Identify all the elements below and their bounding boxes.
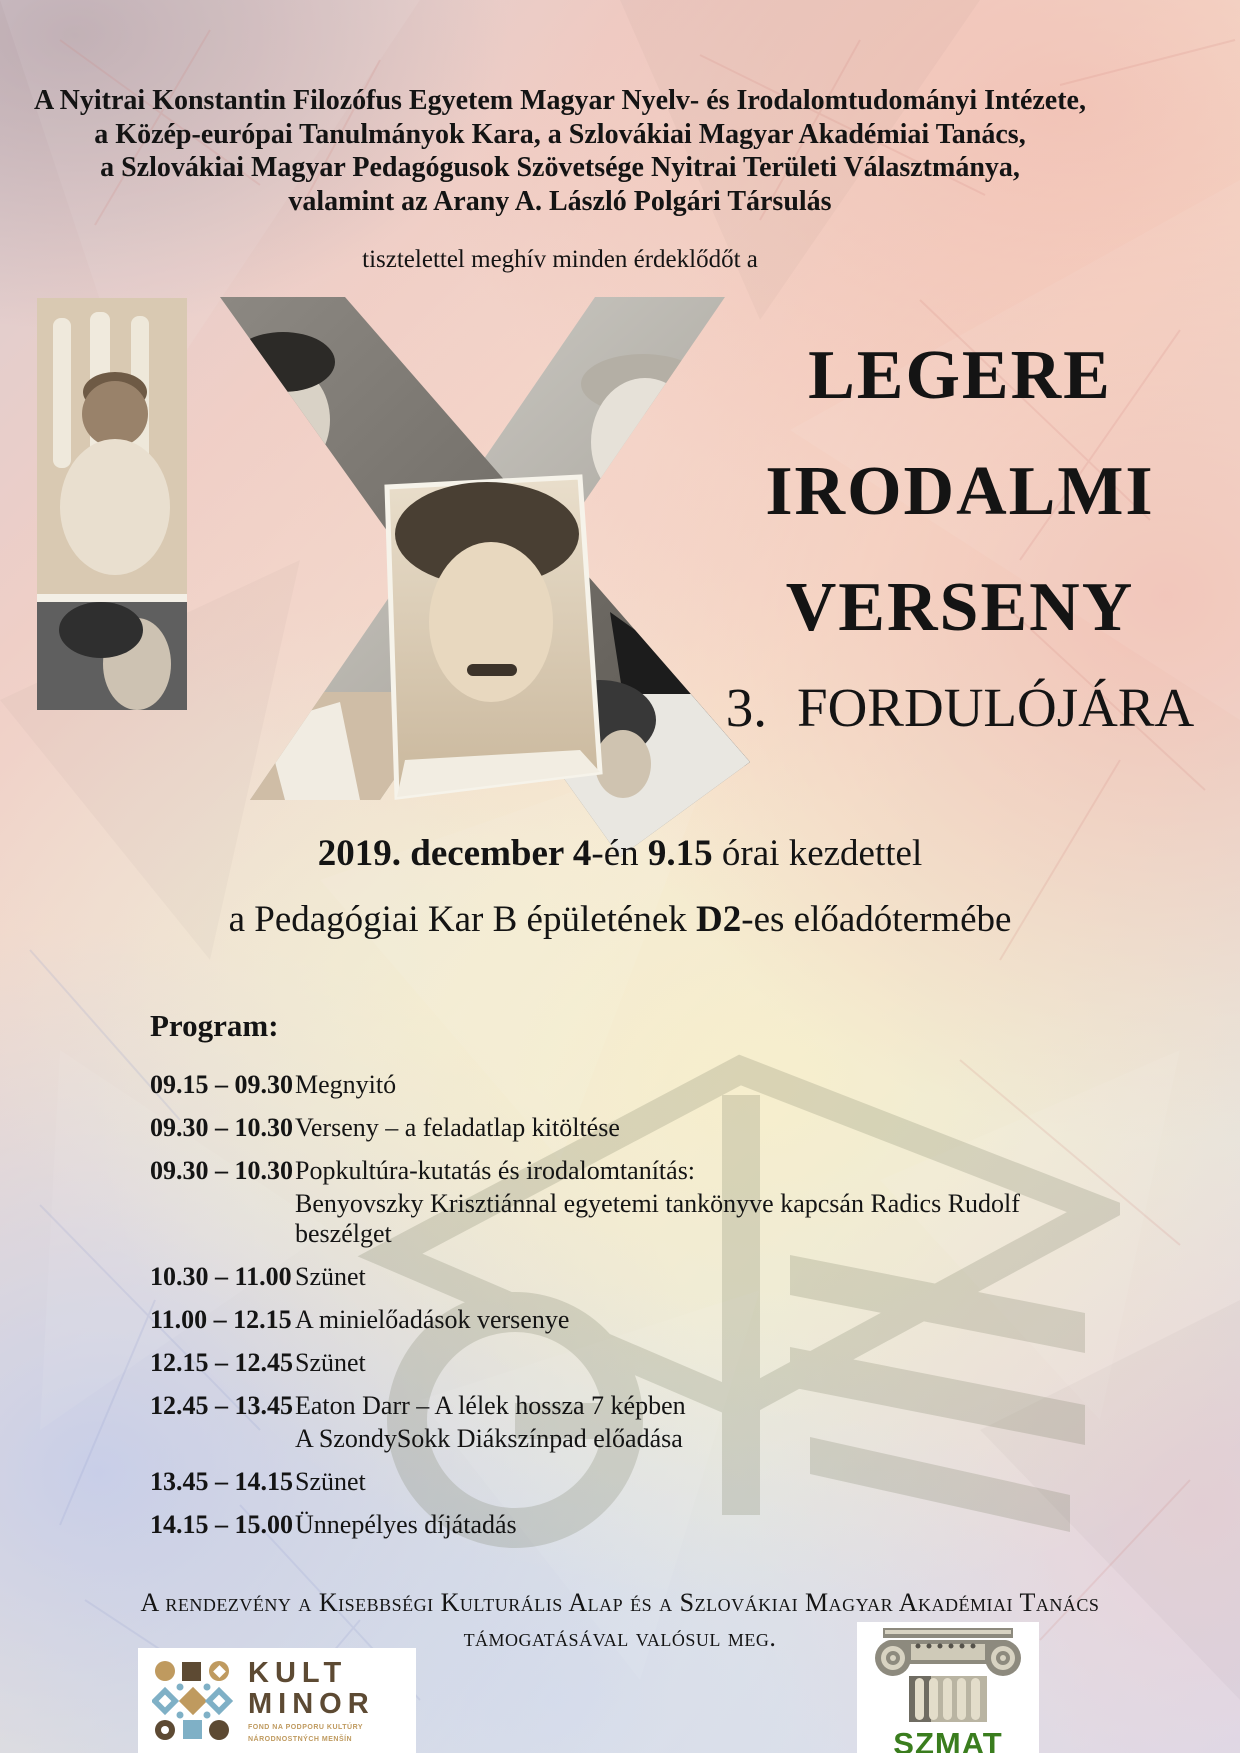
invitation-line: tisztelettel meghív minden érdeklődőt a: [362, 246, 758, 273]
program-time: 11.00 – 12.15: [150, 1305, 292, 1334]
szmat-wordmark: SZMAT: [893, 1726, 1003, 1753]
room-bold: D2: [696, 899, 742, 940]
kultminor-wordmark: [248, 1658, 375, 1744]
program-item: [150, 1305, 1110, 1335]
time-tail: órai kezdettel: [712, 833, 923, 874]
program-description-line1: Popkultúra-kutatás és irodalomtanítás:: [295, 1156, 696, 1185]
kultminor-tagline-2: NÁRODNOSTNÝCH MENŠÍN: [248, 1736, 353, 1743]
program-time: 10.30 – 11.00: [150, 1262, 292, 1291]
program-item: [150, 1510, 1110, 1540]
time-bold: 9.15: [647, 833, 713, 874]
datetime-line: [0, 832, 1240, 875]
date-bold: 2019. december 4: [317, 833, 592, 874]
organizer-line-1: A Nyitrai Konstantin Filozófus Egyetem Magyar Nyelv- és Irodalomtudományi Intézete,: [34, 85, 1086, 116]
round-number: 3.: [725, 677, 767, 738]
ix-photo-collage: [35, 292, 755, 862]
support-line-2: támogatásával valósul meg.: [463, 1623, 777, 1652]
program-description-line1: Eaton Darr – A lélek hossza 7 képben: [295, 1391, 686, 1420]
program-item: [150, 1113, 1110, 1143]
letter-x-center-photo: [387, 477, 600, 797]
program-time: 09.30 – 10.30: [150, 1156, 293, 1185]
program-heading: Program:: [150, 1008, 279, 1043]
program-description: Megnyitó: [295, 1070, 397, 1099]
location-lead: a Pedagógiai Kar B épületének: [228, 899, 697, 940]
kultminor-tagline-1: FOND NA PODPORU KULTÚRY: [248, 1724, 364, 1731]
program-time: 09.15 – 09.30: [150, 1070, 293, 1099]
location-tail: -es előadótermébe: [741, 899, 1012, 940]
program-item: [150, 1070, 1110, 1100]
program-item: [150, 1467, 1110, 1497]
title-block: [700, 318, 1220, 750]
kultminor-logo: [138, 1648, 416, 1753]
program-item: [150, 1156, 1110, 1249]
program-description: A minielőadások versenye: [295, 1305, 570, 1334]
program-item: [150, 1262, 1110, 1292]
letter-i-photos: [37, 298, 187, 710]
support-statement: [0, 1585, 1240, 1655]
round-line: [700, 666, 1220, 750]
program-description: Szünet: [295, 1262, 366, 1291]
program-description: Szünet: [295, 1348, 366, 1377]
program-description: Ünnepélyes díjátadás: [295, 1510, 517, 1539]
program-time: 09.30 – 10.30: [150, 1113, 293, 1142]
program-description: Verseny – a feladatlap kitöltése: [295, 1113, 620, 1142]
round-word: FORDULÓJÁRA: [796, 677, 1195, 738]
organizers-block: [20, 84, 1100, 218]
organizer-line-3: a Szlovákiai Magyar Pedagógusok Szövetsége Nyitrai Területi Választmánya,: [100, 152, 1020, 183]
title-line-3: VERSENY: [785, 569, 1135, 646]
program-time: 13.45 – 14.15: [150, 1467, 293, 1496]
kultminor-mosaic-icon: [152, 1660, 234, 1742]
location-line: [0, 898, 1240, 941]
column-capital-icon: [863, 1626, 1033, 1722]
title-line-1: LEGERE: [808, 337, 1112, 414]
program-section: [150, 1008, 1110, 1553]
program-time: 12.15 – 12.45: [150, 1348, 293, 1377]
date-suffix: -én: [591, 833, 648, 874]
organizer-line-4: valamint az Arany A. László Polgári Társulás: [288, 185, 832, 217]
program-item: [150, 1348, 1110, 1378]
organizer-line-2: a Közép-európai Tanulmányok Kara, a Szlovákiai Magyar Akadémiai Tanács,: [94, 118, 1026, 150]
program-time: 14.15 – 15.00: [150, 1510, 293, 1539]
program-description: [295, 1156, 1110, 1249]
program-description: Szünet: [295, 1467, 366, 1496]
program-description-line2: Benyovszky Krisztiánnal egyetemi tankönyve kapcsán Radics Rudolf beszélget: [295, 1189, 1020, 1248]
title-line-2: IRODALMI: [765, 453, 1155, 530]
program-description: [295, 1391, 1110, 1454]
szmat-logo: [857, 1622, 1039, 1753]
program-time: 12.45 – 13.45: [150, 1391, 293, 1420]
program-item: [150, 1391, 1110, 1454]
support-line-1: A rendezvény a Kisebbségi Kulturális Alap és a Szlovákiai Magyar Akadémiai Tanács: [140, 1588, 1100, 1617]
kultminor-word-2: MINOR: [248, 1688, 375, 1720]
program-description-line2: A SzondySokk Diákszínpad előadása: [295, 1424, 683, 1453]
kultminor-word-1: KULT: [248, 1657, 348, 1689]
